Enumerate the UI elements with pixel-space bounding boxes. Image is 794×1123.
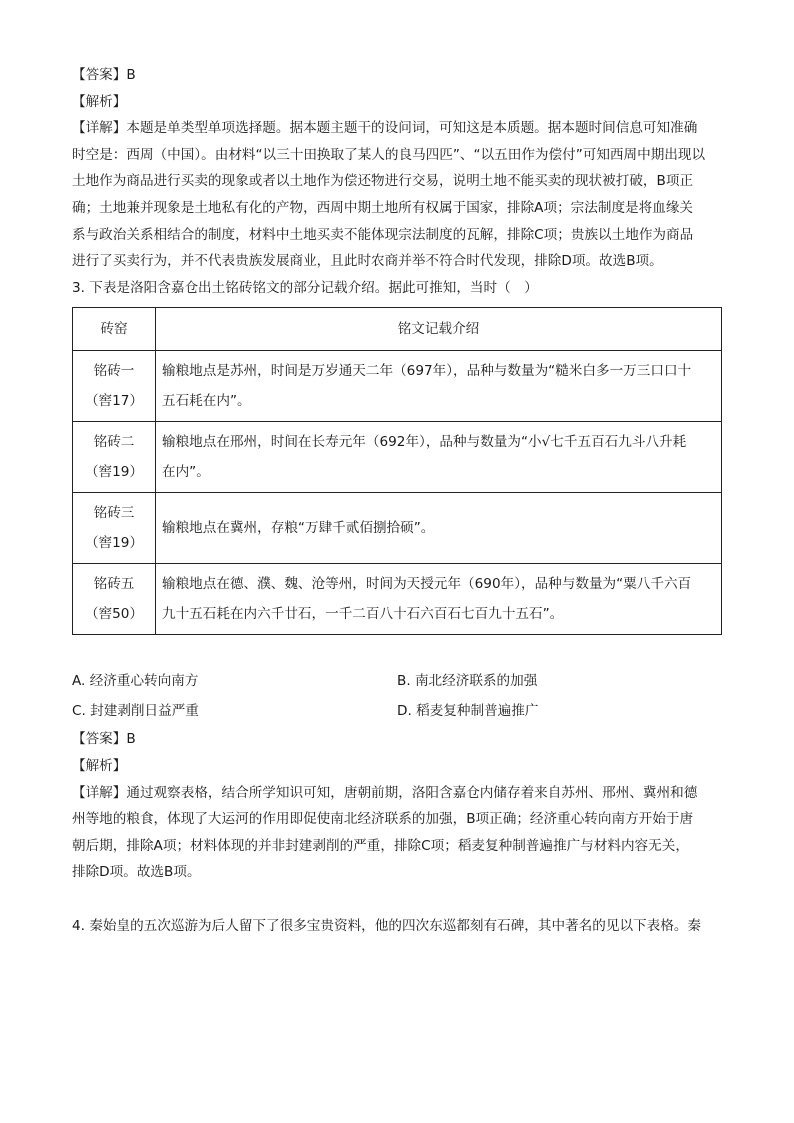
- q2-detail-tag: 【详解】: [72, 120, 127, 137]
- table-row: [73, 422, 722, 493]
- option-a: A. 经济重心转向南方: [72, 673, 199, 690]
- q3-stem: 3. 下表是洛阳含嘉仓出土铭砖铭文的部分记载介绍。据此可推知，当时（ ）: [72, 279, 538, 296]
- q2-detail-text: 土地作为商品进行买卖的现象或者以土地作为偿还物进行交易，说明土地不能买卖的现状被打破，B项正: [72, 173, 694, 190]
- inscription-table: [72, 307, 722, 635]
- table-cell-description: 输粮地点在德、濮、魏、沧等州，时间为天授元年（690年），品种与数量为“粟八千六百 九十五石耗在内六千廿石，一千二百八十石六百石七百九十五石”。: [156, 564, 722, 635]
- q3-answer-tag: 【答案】: [72, 731, 127, 748]
- option-d: D. 稻麦复种制普遍推广: [397, 703, 539, 720]
- q3-detail-text: 通过观察表格，结合所学知识可知，唐朝前期，洛阳含嘉仓内储存着来自苏州、邢州、冀州和德: [126, 784, 698, 801]
- table-row: [73, 493, 722, 564]
- option-b: B. 南北经济联系的加强: [397, 673, 538, 690]
- options-row: [72, 696, 724, 726]
- q3-detail-text: 州等地的粮食，体现了大运河的作用即促使南北经济联系的加强，B项正确；经济重心转向南方开始于唐: [72, 811, 694, 828]
- table-header-description: 铭文记载介绍: [156, 308, 722, 351]
- q3-answer-line: [72, 726, 724, 753]
- q2-answer-section: [72, 62, 724, 275]
- document-page: [72, 62, 724, 940]
- q3-answer-value: B: [126, 731, 136, 748]
- q3-analysis-tag: 【解析】: [72, 757, 127, 774]
- table-cell-brick: 铭砖五 （窖50）: [73, 564, 156, 635]
- q2-analysis-tag: 【解析】: [72, 93, 127, 110]
- q3-detail-text: 朝后期，排除A项；材料体现的并非封建剥削的严重，排除C项；稻麦复种制普遍推广与材料内容无关，: [72, 837, 689, 854]
- q3-answer-section: [72, 726, 724, 886]
- q4-section: [72, 913, 724, 940]
- q2-detail-text: 进行了买卖行为，并不代表贵族发展商业，且此时农商并举不符合时代发现，排除D项。故选B项。: [72, 253, 663, 270]
- table-cell-description: 输粮地点在邢州，时间在长寿元年（692年），品种与数量为“小√七千五百石九斗八升耗 在内”。: [156, 422, 722, 493]
- q3-detail-line: [72, 780, 724, 807]
- q3-detail-text: 排除D项。故选B项。: [72, 864, 201, 881]
- q2-answer-value: B: [126, 67, 136, 83]
- table-header-row: [73, 308, 722, 351]
- q4-stem: 4. 秦始皇的五次巡游为后人留下了很多宝贵资料，他的四次东巡都刻有石碑，其中著名的见以下表格。秦: [72, 917, 702, 934]
- q2-detail-text: 确；土地兼并现象是土地私有化的产物，西周中期土地所有权属于国家，排除A项；宗法制度是将血缘关: [72, 199, 694, 216]
- table-cell-description: 输粮地点是苏州，时间是万岁通天二年（697年），品种与数量为“糙米白多一万三口口十 五石耗在内”。: [156, 351, 722, 422]
- q2-answer-tag: 【答案】: [72, 67, 127, 83]
- q3-detail-tag: 【详解】: [72, 784, 127, 801]
- q3-options: [72, 666, 724, 726]
- q2-detail-line: [72, 115, 724, 142]
- table-cell-brick: 铭砖一 （窖17）: [73, 351, 156, 422]
- q2-answer-line: [72, 62, 724, 89]
- q3-section: [72, 275, 724, 302]
- options-row: [72, 666, 724, 696]
- q2-detail-text: 时空是：西周（中国）。由材料“以三十田换取了某人的良马四匹”、“以五田作为偿付”可知西周中期出现以: [72, 146, 706, 163]
- table-row: [73, 351, 722, 422]
- option-c: C. 封建剥削日益严重: [72, 703, 199, 720]
- table-header-kiln: 砖窑: [73, 308, 156, 351]
- q2-detail-text: 系与政治关系相结合的制度，材料中土地买卖不能体现宗法制度的瓦解，排除C项；贵族以土地作为商品: [72, 226, 694, 243]
- table-cell-brick: 铭砖二 （窖19）: [73, 422, 156, 493]
- table-cell-description: 输粮地点在冀州，存粮“万肆千贰佰捌拾硕”。: [156, 493, 722, 564]
- spacer: [72, 886, 724, 913]
- q2-detail-text: 本题是单类型单项选择题。据本题主题干的设问词，可知这是本质题。据本题时间信息可知准确: [126, 120, 698, 137]
- table-row: [73, 564, 722, 635]
- table-cell-brick: 铭砖三 （窖19）: [73, 493, 156, 564]
